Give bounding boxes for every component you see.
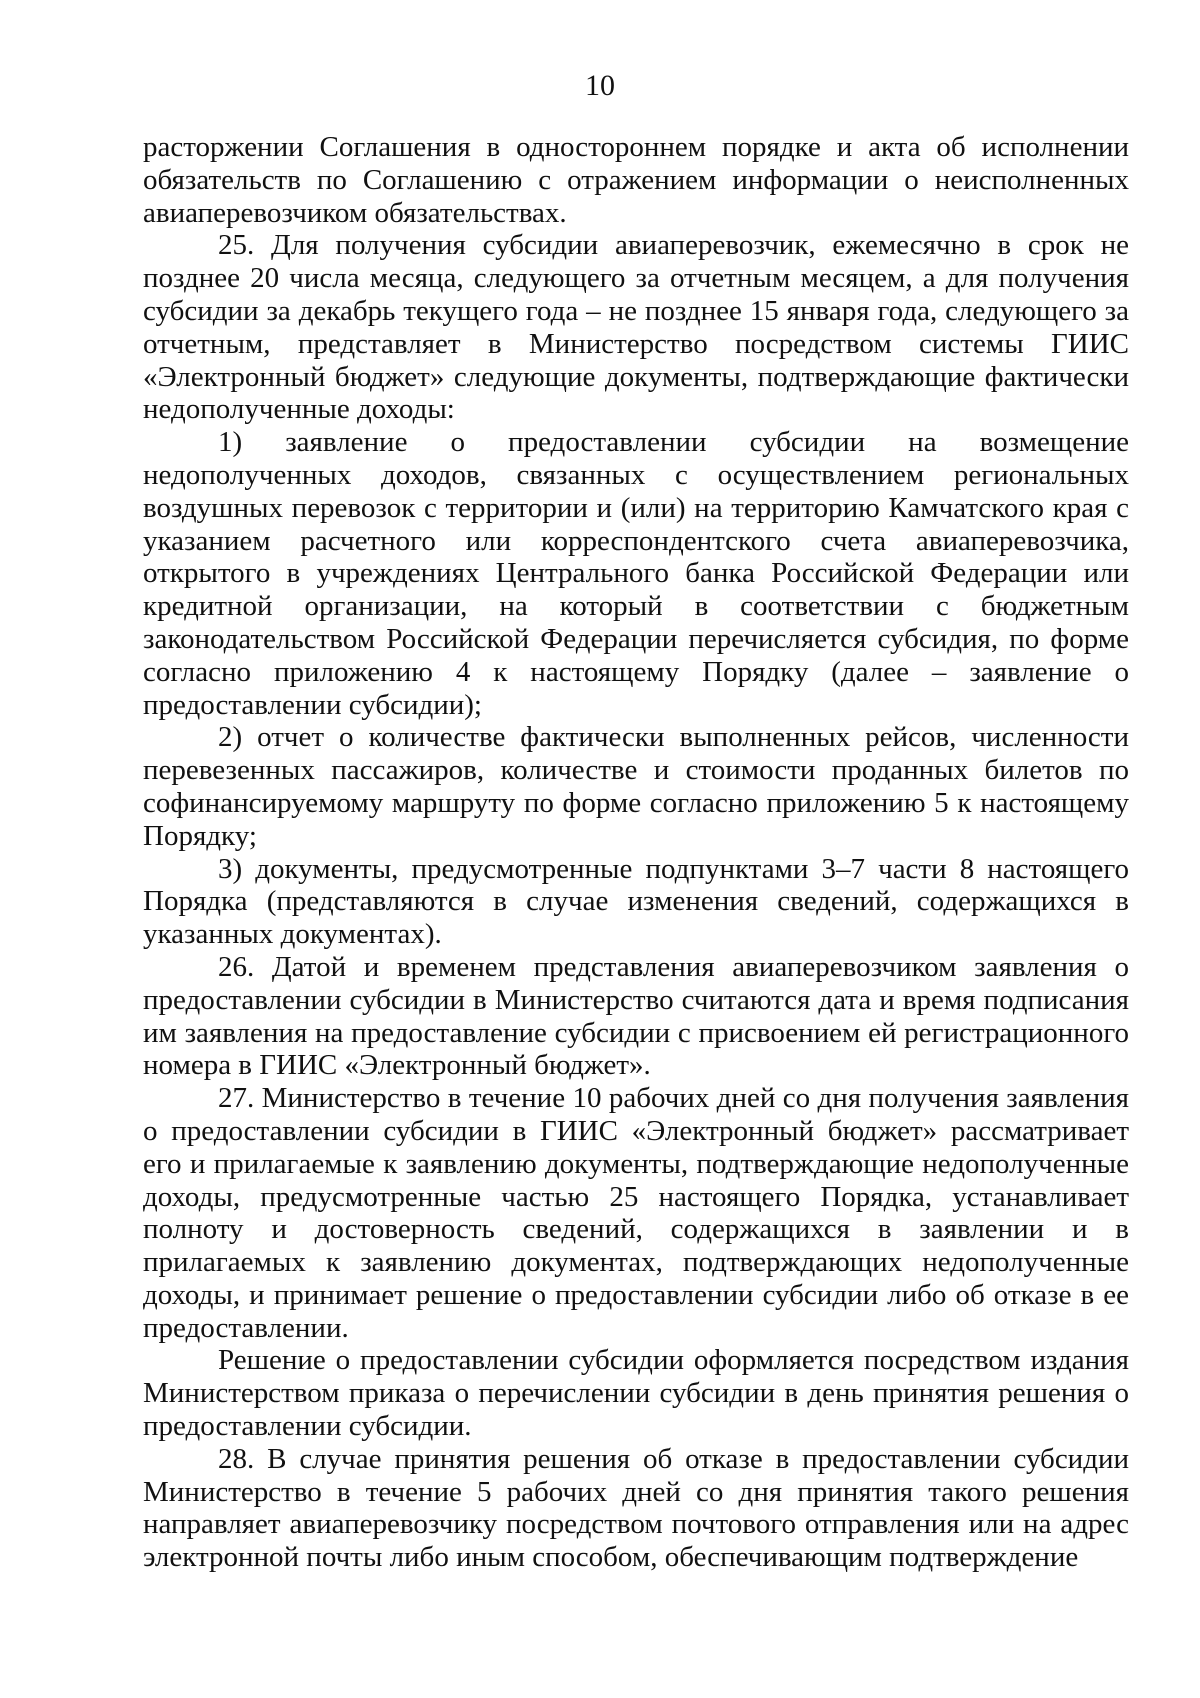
last-paragraph: 28. В случае принятия решения об отказе в предоставлении субсидии Министерство в течение 5 рабочих дней со дня принятия такого решения направляет авиаперевозчику посредством почтового отправления или на адрес электронной почты либо иным способом, обеспечивающим подтверждение [143, 1442, 1129, 1574]
paragraph: 2) отчет о количестве фактически выполненных рейсов, численности перевезенных пассажиров, количестве и стоимости проданных билетов по софинансируемому маршруту по форме согласно приложению 5 к настоящему Порядку; [143, 721, 1129, 852]
paragraph: расторжении Соглашения в одностороннем порядке и акта об исполнении обязательств по Соглашению с отражением информации о неисполненных авиаперевозчиком обязательствах. [143, 131, 1129, 229]
paragraph: 1) заявление о предоставлении субсидии на возмещение недополученных доходов, связанных с осуществлением региональных воздушных перевозок с территории и (или) на территорию Камчатского края с указанием расчетного или корреспондентского счета авиаперевозчика, открытого в учреждениях Центрального банка Российской Федерации или кредитной организации, на который в соответствии с бюджетным законодательством Российской Федерации перечисляется субсидия, по форме согласно приложению 4 к настоящему Порядку (далее – заявление о предоставлении субсидии); [143, 426, 1129, 721]
paragraph: 25. Для получения субсидии авиаперевозчик, ежемесячно в срок не позднее 20 числа месяца, следующего за отчетным месяцем, а для получения субсидии за декабрь текущего года – не позднее 15 января года, следующего за отчетным, представляет в Министерство посредством системы ГИИС «Электронный бюджет» следующие документы, подтверждающие фактически недополученные доходы: [143, 229, 1129, 426]
paragraph: 27. Министерство в течение 10 рабочих дней со дня получения заявления о предоставлении субсидии в ГИИС «Электронный бюджет» рассматривает его и прилагаемые к заявлению документы, подтверждающие недополученные доходы, предусмотренные частью 25 настоящего Порядка, устанавливает полноту и достоверность сведений, содержащихся в заявлении и в прилагаемых к заявлению документах, подтверждающих недополученные доходы, и принимает решение о предоставлении субсидии либо об отказе в ее предоставлении. [143, 1082, 1129, 1344]
paragraph: 26. Датой и временем представления авиаперевозчиком заявления о предоставлении субсидии в Министерство считаются дата и время подписания им заявления на предоставление субсидии с присвоением ей регистрационного номера в ГИИС «Электронный бюджет». [143, 950, 1129, 1082]
paragraph: Решение о предоставлении субсидии оформляется посредством издания Министерством приказа о перечислении субсидии в день принятия решения о предоставлении субсидии. [143, 1344, 1129, 1443]
document-body [143, 131, 1129, 1574]
page-number: 10 [585, 69, 615, 102]
paragraph: 3) документы, предусмотренные подпунктами 3–7 части 8 настоящего Порядка (представляются в случае изменения сведений, содержащихся в указанных документах). [143, 852, 1129, 951]
